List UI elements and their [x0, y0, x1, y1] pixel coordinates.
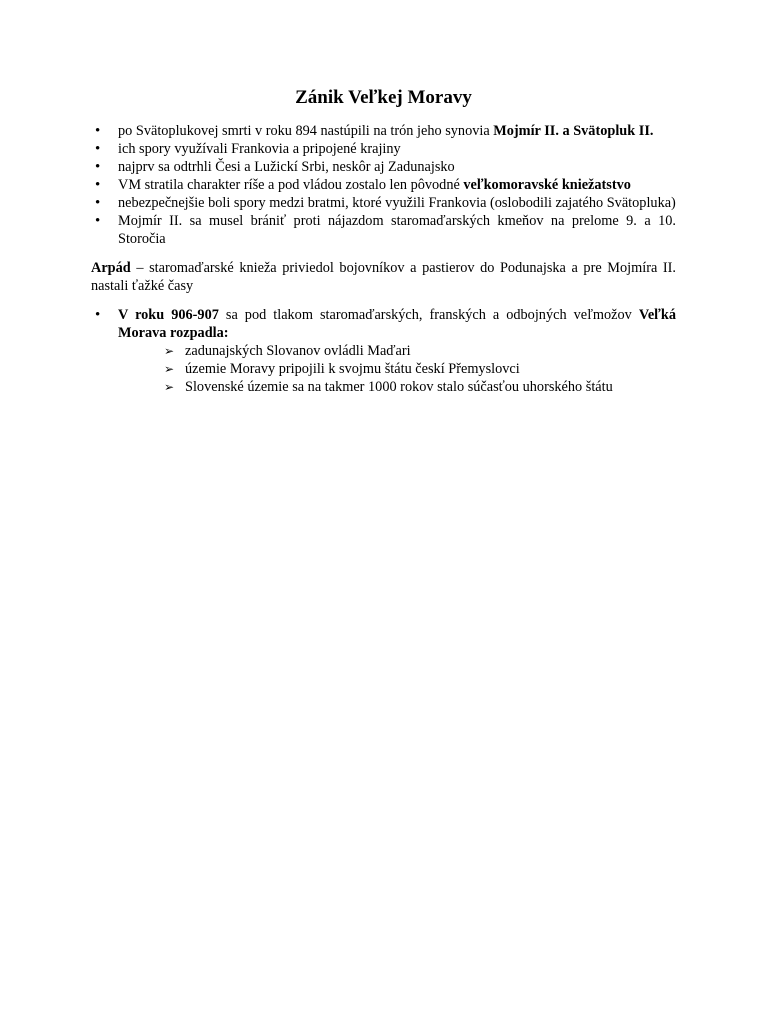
item-bold-text: veľkomoravské kniežatstvo — [463, 177, 631, 193]
item-text: Mojmír II. sa musel brániť proti nájazdom staromaďarských kmeňov na prelome 9. a 10. Storočia — [118, 213, 676, 247]
arpad-paragraph — [91, 259, 676, 295]
document-page — [91, 86, 676, 396]
item-text: sa pod tlakom staromaďarských, franských a odbojných veľmožov — [218, 307, 639, 323]
document-title: Zánik Veľkej Moravy — [295, 87, 472, 108]
item-bold-text: Veľká Morava rozpadla: — [118, 307, 676, 341]
bullet-list-causes — [91, 122, 676, 248]
item-bold-text: V roku 906-907 — [118, 307, 219, 323]
item-text: nebezpečnejšie boli spory medzi bratmi, ktoré využili Frankovia (oslobodili zajatého Svätopluka) — [118, 195, 676, 211]
item-text: VM stratila charakter ríše a pod vládou zostalo len pôvodné — [118, 177, 464, 193]
list-item — [91, 140, 676, 158]
list-item — [91, 194, 676, 212]
paragraph-text: – staromaďarské knieža priviedol bojovníkov a pastierov do Podunajska a pre Mojmíra II. nastali ťažké časy — [91, 260, 676, 294]
item-text: po Svätoplukovej smrti v roku 894 nastúpili na trón jeho synovia — [118, 123, 494, 139]
arrow-list-item: ➢ územie Moravy pripojili k svojmu štátu českí Přemyslovci — [164, 360, 676, 378]
bullet-list-collapse — [91, 306, 676, 396]
list-item — [91, 306, 676, 396]
arrow-sublist — [118, 342, 676, 396]
arrow-list-item: ➢ zadunajských Slovanov ovládli Maďari — [164, 342, 676, 360]
item-bold-text: Mojmír II. a Svätopluk II. — [493, 123, 654, 139]
arrow-list-item: ➢ Slovenské územie sa na takmer 1000 rokov stalo súčasťou uhorského štátu — [164, 378, 676, 396]
item-text: najprv sa odtrhli Česi a Lužickí Srbi, neskôr aj Zadunajsko — [118, 159, 455, 175]
list-item — [91, 212, 676, 248]
list-item — [91, 158, 676, 176]
item-text: ich spory využívali Frankovia a pripojené krajiny — [118, 141, 401, 157]
paragraph-bold-text: Arpád — [91, 260, 131, 276]
list-item — [91, 122, 676, 140]
list-item — [91, 176, 676, 194]
